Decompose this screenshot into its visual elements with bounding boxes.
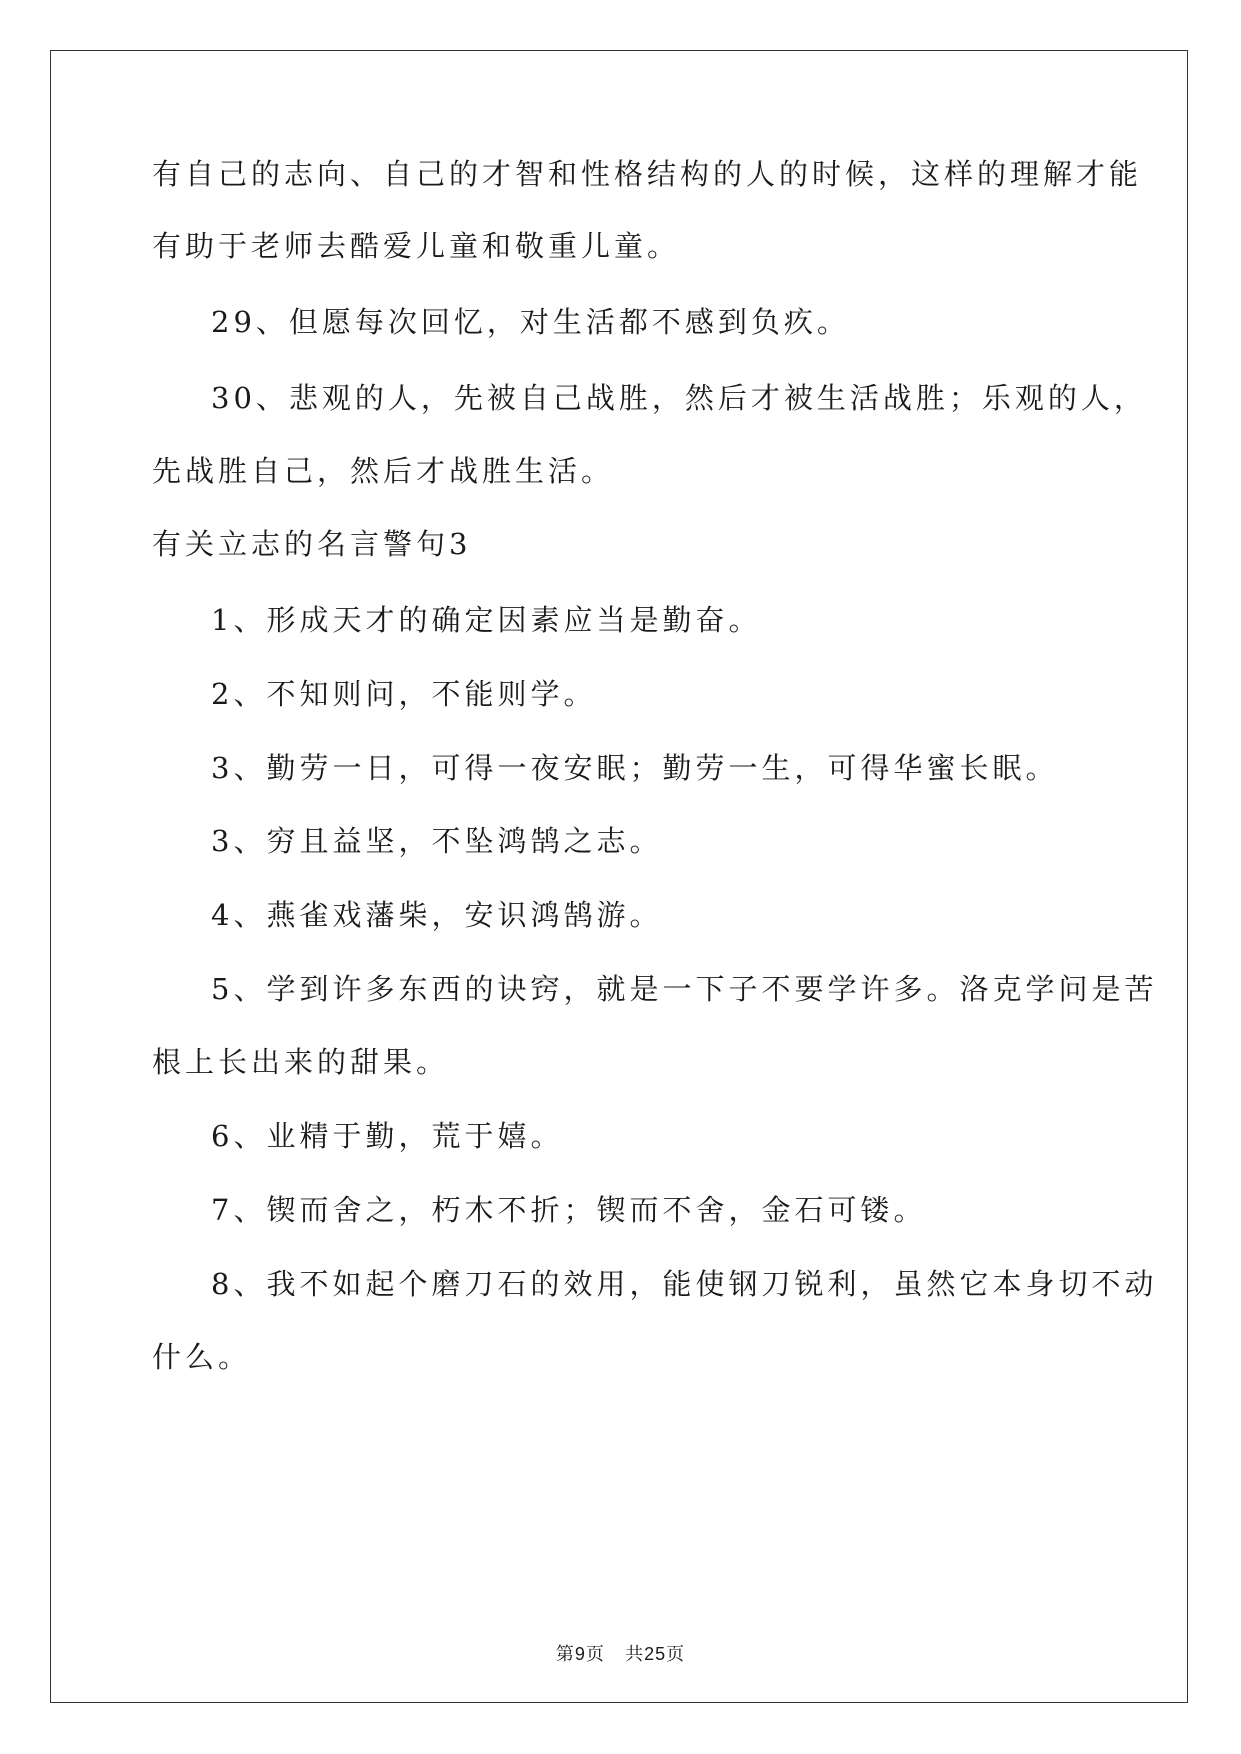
text-line: 有助于老师去酷爱儿童和敬重儿童。 bbox=[152, 229, 681, 263]
page-number: 9 bbox=[574, 1644, 586, 1664]
text-line: 什么。 bbox=[152, 1340, 252, 1374]
page-border bbox=[50, 50, 1188, 1703]
page-prefix: 第 bbox=[555, 1644, 575, 1665]
list-item: 3、穷且益坚，不坠鸿鹄之志。 bbox=[211, 824, 663, 858]
list-item: 8、我不如起个磨刀石的效用，能使钢刀锐利，虽然它本身切不动 bbox=[211, 1267, 1158, 1301]
list-item: 3、勤劳一日，可得一夜安眠；勤劳一生，可得华蜜长眠。 bbox=[211, 751, 1059, 785]
list-item: 4、燕雀戏藩柴，安识鸿鹄游。 bbox=[211, 898, 663, 932]
total-pages: 25 bbox=[644, 1644, 667, 1664]
section-heading: 有关立志的名言警句3 bbox=[152, 527, 472, 561]
list-item: 5、学到许多东西的诀窍，就是一下子不要学许多。洛克学问是苦 bbox=[211, 972, 1158, 1006]
page-suffix: 页 bbox=[585, 1644, 605, 1665]
total-suffix: 页 bbox=[666, 1644, 686, 1665]
list-item: 2、不知则问，不能则学。 bbox=[211, 677, 597, 711]
page-footer bbox=[0, 1640, 1241, 1666]
total-prefix: 共 bbox=[625, 1644, 645, 1665]
list-item: 6、业精于勤，荒于嬉。 bbox=[211, 1119, 564, 1153]
list-item: 7、锲而舍之，朽木不折；锲而不舍，金石可镂。 bbox=[211, 1193, 927, 1227]
list-item: 29、但愿每次回忆，对生活都不感到负疚。 bbox=[211, 305, 850, 339]
text-line: 先战胜自己，然后才战胜生活。 bbox=[152, 454, 615, 488]
text-line: 有自己的志向、自己的才智和性格结构的人的时候，这样的理解才能 bbox=[152, 157, 1143, 191]
text-line: 根上长出来的甜果。 bbox=[152, 1045, 450, 1079]
list-item: 30、悲观的人，先被自己战胜，然后才被生活战胜；乐观的人， bbox=[211, 381, 1147, 415]
list-item: 1、形成天才的确定因素应当是勤奋。 bbox=[211, 603, 762, 637]
